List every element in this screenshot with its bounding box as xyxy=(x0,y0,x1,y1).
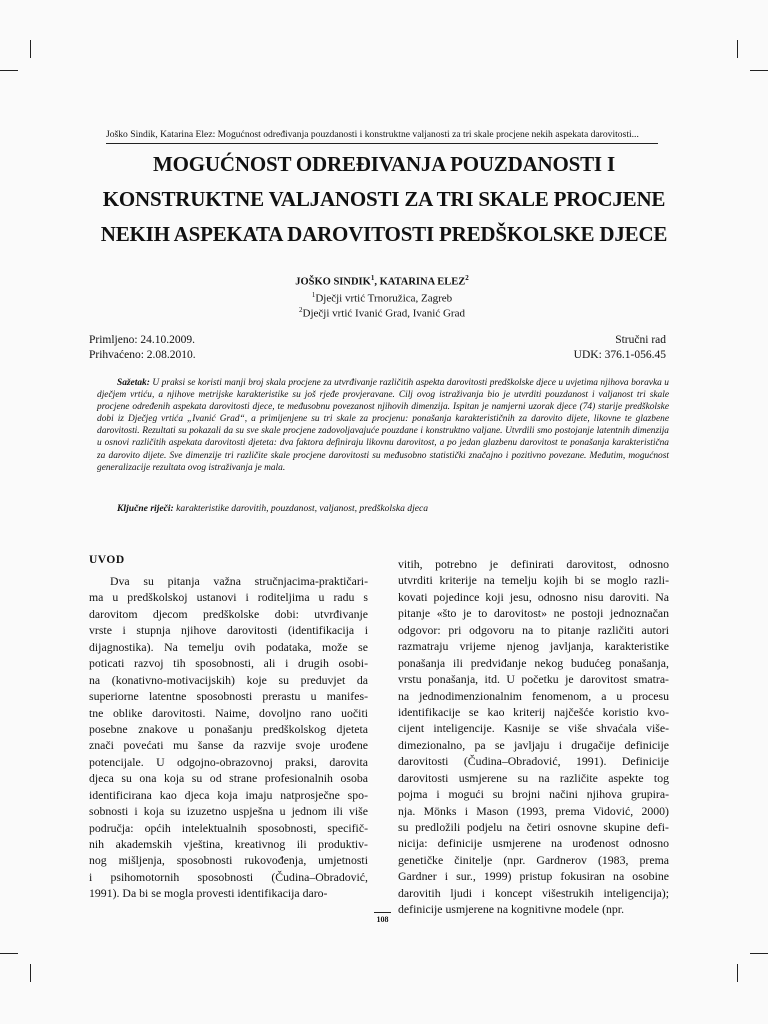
crop-mark xyxy=(737,40,738,58)
text-line: su predložili podjelu na četiri osnovne skupine defi- xyxy=(398,820,669,834)
text-line: dimezionalno, pa se javljaju i drugačije definicije xyxy=(398,737,669,752)
right-column xyxy=(398,556,669,918)
text-line: vrstu ponašanja, itd. U početku je darovitost smatra- xyxy=(398,672,669,687)
section-heading: UVOD xyxy=(89,554,125,566)
text-line: poticati razvoj tih sposobnosti, ali i drugih osobi- xyxy=(89,656,368,671)
text-line: Gardner i sur., 1999) pristup fokusiran na osobine xyxy=(398,869,669,884)
affiliation-mark: 2 xyxy=(299,306,303,314)
crop-mark xyxy=(750,70,768,71)
abstract-label: Sažetak: xyxy=(117,378,150,388)
text-line: darovitosti usmjerene su na različite aspekte tog xyxy=(398,770,669,785)
text-line: tne oblike darovitosti. Naime, dovoljno rano uočiti xyxy=(89,705,368,720)
page-number: 108 xyxy=(374,912,391,924)
header-rule xyxy=(106,143,658,144)
text-line: odgovor: pri odgovoru na to pitanje različiti autori xyxy=(398,622,669,637)
affiliation-text: Dječji vrtić Trnoružica, Zagreb xyxy=(315,292,453,305)
crop-mark xyxy=(750,953,768,954)
accepted-date: Prihvaćeno: 2.08.2010. xyxy=(89,349,196,361)
left-column xyxy=(89,573,368,902)
text-line: darovitosti (Čudina–Obradović, 1991). Definicije xyxy=(398,754,669,769)
keywords-label: Ključne riječi: xyxy=(117,503,174,514)
keywords xyxy=(117,503,667,514)
received-date: Primljeno: 24.10.2009. xyxy=(89,334,196,346)
affiliation xyxy=(106,306,658,320)
author-name: KATARINA ELEZ xyxy=(379,276,466,288)
crop-mark xyxy=(0,70,18,71)
author-separator: , xyxy=(374,276,380,288)
text-line: sobnosti i koja su izuzetno uspješna u jednom ili više xyxy=(89,804,368,819)
text-line: superiorne latentne sposobnosti prerastu u manifes- xyxy=(89,689,368,704)
text-line: kovati pojedince koji jesu, odnosno nisu daroviti. Na xyxy=(398,589,669,604)
text-line: darovitih ljudi i koncept višestrukih inteligencija); xyxy=(398,885,669,900)
text-line: posebne znakove u ponašanju predškolskog djeteta xyxy=(89,721,368,736)
author-affil-mark: 1 xyxy=(370,274,375,282)
text-line: nja. Mönks i Mason (1993, prema Vidović, 2000) xyxy=(398,803,669,818)
text-line: vitih, potrebno je definirati darovitost, odnosno xyxy=(398,557,669,571)
crop-mark xyxy=(30,964,31,982)
title-line: NEKIH ASPEKATA DAROVITOSTI PREDŠKOLSKE DJECE xyxy=(100,222,668,246)
article-title xyxy=(100,147,668,252)
title-line: KONSTRUKTNE VALJANOSTI ZA TRI SKALE PROCJENE xyxy=(102,187,666,211)
text-line: dijagnostika). Na temelju ovih podataka, može se xyxy=(89,639,368,654)
author-affil-mark: 2 xyxy=(465,274,469,282)
crop-mark xyxy=(737,964,738,982)
text-line: razmatraju vrijeme njenog javljanja, karakteristike xyxy=(398,639,669,654)
text-line: djeca su ona koja su od strane profesionalnih osoba xyxy=(89,771,368,786)
text-line: darovitom djecom predškolske dobi: utvrđivanje xyxy=(89,606,368,621)
crop-mark xyxy=(0,953,18,954)
dates xyxy=(89,333,196,363)
text-line: nicija: definicije usmjerene na urođenost odnosno xyxy=(398,836,669,851)
text-line: cijent inteligencije. Kasnije se više shvaćala više- xyxy=(398,721,669,736)
text-line: Dva su pitanja važna stručnjacima-praktičari- xyxy=(110,574,368,588)
text-line: ponašanja ili predviđanje nekog budućeg ponašanja, xyxy=(398,655,669,670)
text-line: i psihomotornih sposobnosti (Čudina–Obradović, xyxy=(89,869,368,884)
text-line: pitanje «što je to darovitost» ne postoji jednoznačan xyxy=(398,606,669,621)
classification xyxy=(574,333,666,363)
text-line: potencijale. U odgojno-obrazovnoj praksi, darovita xyxy=(89,754,368,769)
affiliation xyxy=(106,291,658,305)
running-head: Joško Sindik, Katarina Elez: Mogućnost određivanja pouzdanosti i konstruktne valjanosti za tri skale procjene nekih aspekata darovitosti... xyxy=(106,129,639,140)
text-line: na (konativno-motivacijskih) koje su preduvjet da xyxy=(89,672,368,687)
abstract-text: U praksi se koristi manji broj skala procjene za utvrđivanje različitih aspekta darovitosti predškolske djece u uvjetima njihova boravka u dječjem vrtiću, a njihove metrijske karakteristike su još rjeđe provjeravane. Cilj ovog istraživanja bio je utvrditi pouzdanost i valjanost tri skale procjene određenih aspekata darovitosti djece, te međusobnu povezanost njihovih dimenzija. Ispitan je namjerni uzorak djece (74) starije predškolske dobi iz Dječjeg vrtića „Ivanić Grad“, a primijenjene su tri skale za procjenu: ponašanja karakterističnih za darovito dijete, likovne te glazbene darovitosti. Rezultati su pokazali da su sve skale procjene zadovoljavajuće pouzdane i konstruktno valjane. Utvrdili smo postojanje latentnih dimenzija u osnovi različitih aspekata darovitosti djeteta: dva faktora definiraju likovnu darovitost, a po jedan glazbenu darovitost te ponašanja karakteristična za darovito dijete. Sve dimenzije tri različite skale procjene darovitosti su međusobno statistički značajno i pozitivno povezane. Međutim, mogućnost generalizacije rezultata ovog istraživanja je mala. xyxy=(97,378,669,473)
text-line: definicije usmjerene na kognitivne modele (npr. xyxy=(398,902,625,917)
authors xyxy=(106,274,658,288)
text-line: ma u predškolskoj ustanovi i roditeljima u radu s xyxy=(89,590,368,605)
affiliation-text: Dječji vrtić Ivanić Grad, Ivanić Grad xyxy=(302,307,465,320)
text-line: identificirana kao djeca koja imaju natprosječne spo- xyxy=(89,787,368,802)
text-line: pojma i mogući su brojni načini njihova grupira- xyxy=(398,787,669,802)
title-line: MOGUĆNOST ODREĐIVANJA POUZDANOSTI I xyxy=(153,152,615,176)
text-line: područja: općih intelektualnih sposobnosti, specifič- xyxy=(89,820,368,835)
author-name: JOŠKO SINDIK xyxy=(295,276,371,288)
text-line: vrste i stupnja njihove darovitosti (identifikacija i xyxy=(89,623,368,638)
udk-code: UDK: 376.1-056.45 xyxy=(573,349,666,361)
text-line: genetičke činitelje (npr. Gardnerov (1983, prema xyxy=(398,852,669,867)
text-line: utvrditi kriterije na temelju kojih bi se moglo razli- xyxy=(398,573,669,588)
crop-mark xyxy=(30,40,31,58)
text-line: na jednodimenzionalnim fenomenom, a u procesu xyxy=(398,688,669,703)
text-line: identifikacije se kao kriterij najčešće koristio kvo- xyxy=(398,704,669,719)
text-line: nih akademskih vještina, kreativnog ili produktiv- xyxy=(89,837,368,851)
paper-type: Stručni rad xyxy=(615,334,666,346)
text-line: 1991). Da bi se mogla provesti identifikacija daro- xyxy=(89,886,328,901)
abstract xyxy=(97,377,669,474)
affiliation-mark: 1 xyxy=(311,291,316,299)
keywords-text: karakteristike darovitih, pouzdanost, valjanost, predškolska djeca xyxy=(173,503,429,514)
text-line: znači povećati mu šanse da razvije svoje urođene xyxy=(89,738,368,753)
text-line: nog mišljenja, sposobnosti rukovođenja, umjetnosti xyxy=(89,853,368,868)
